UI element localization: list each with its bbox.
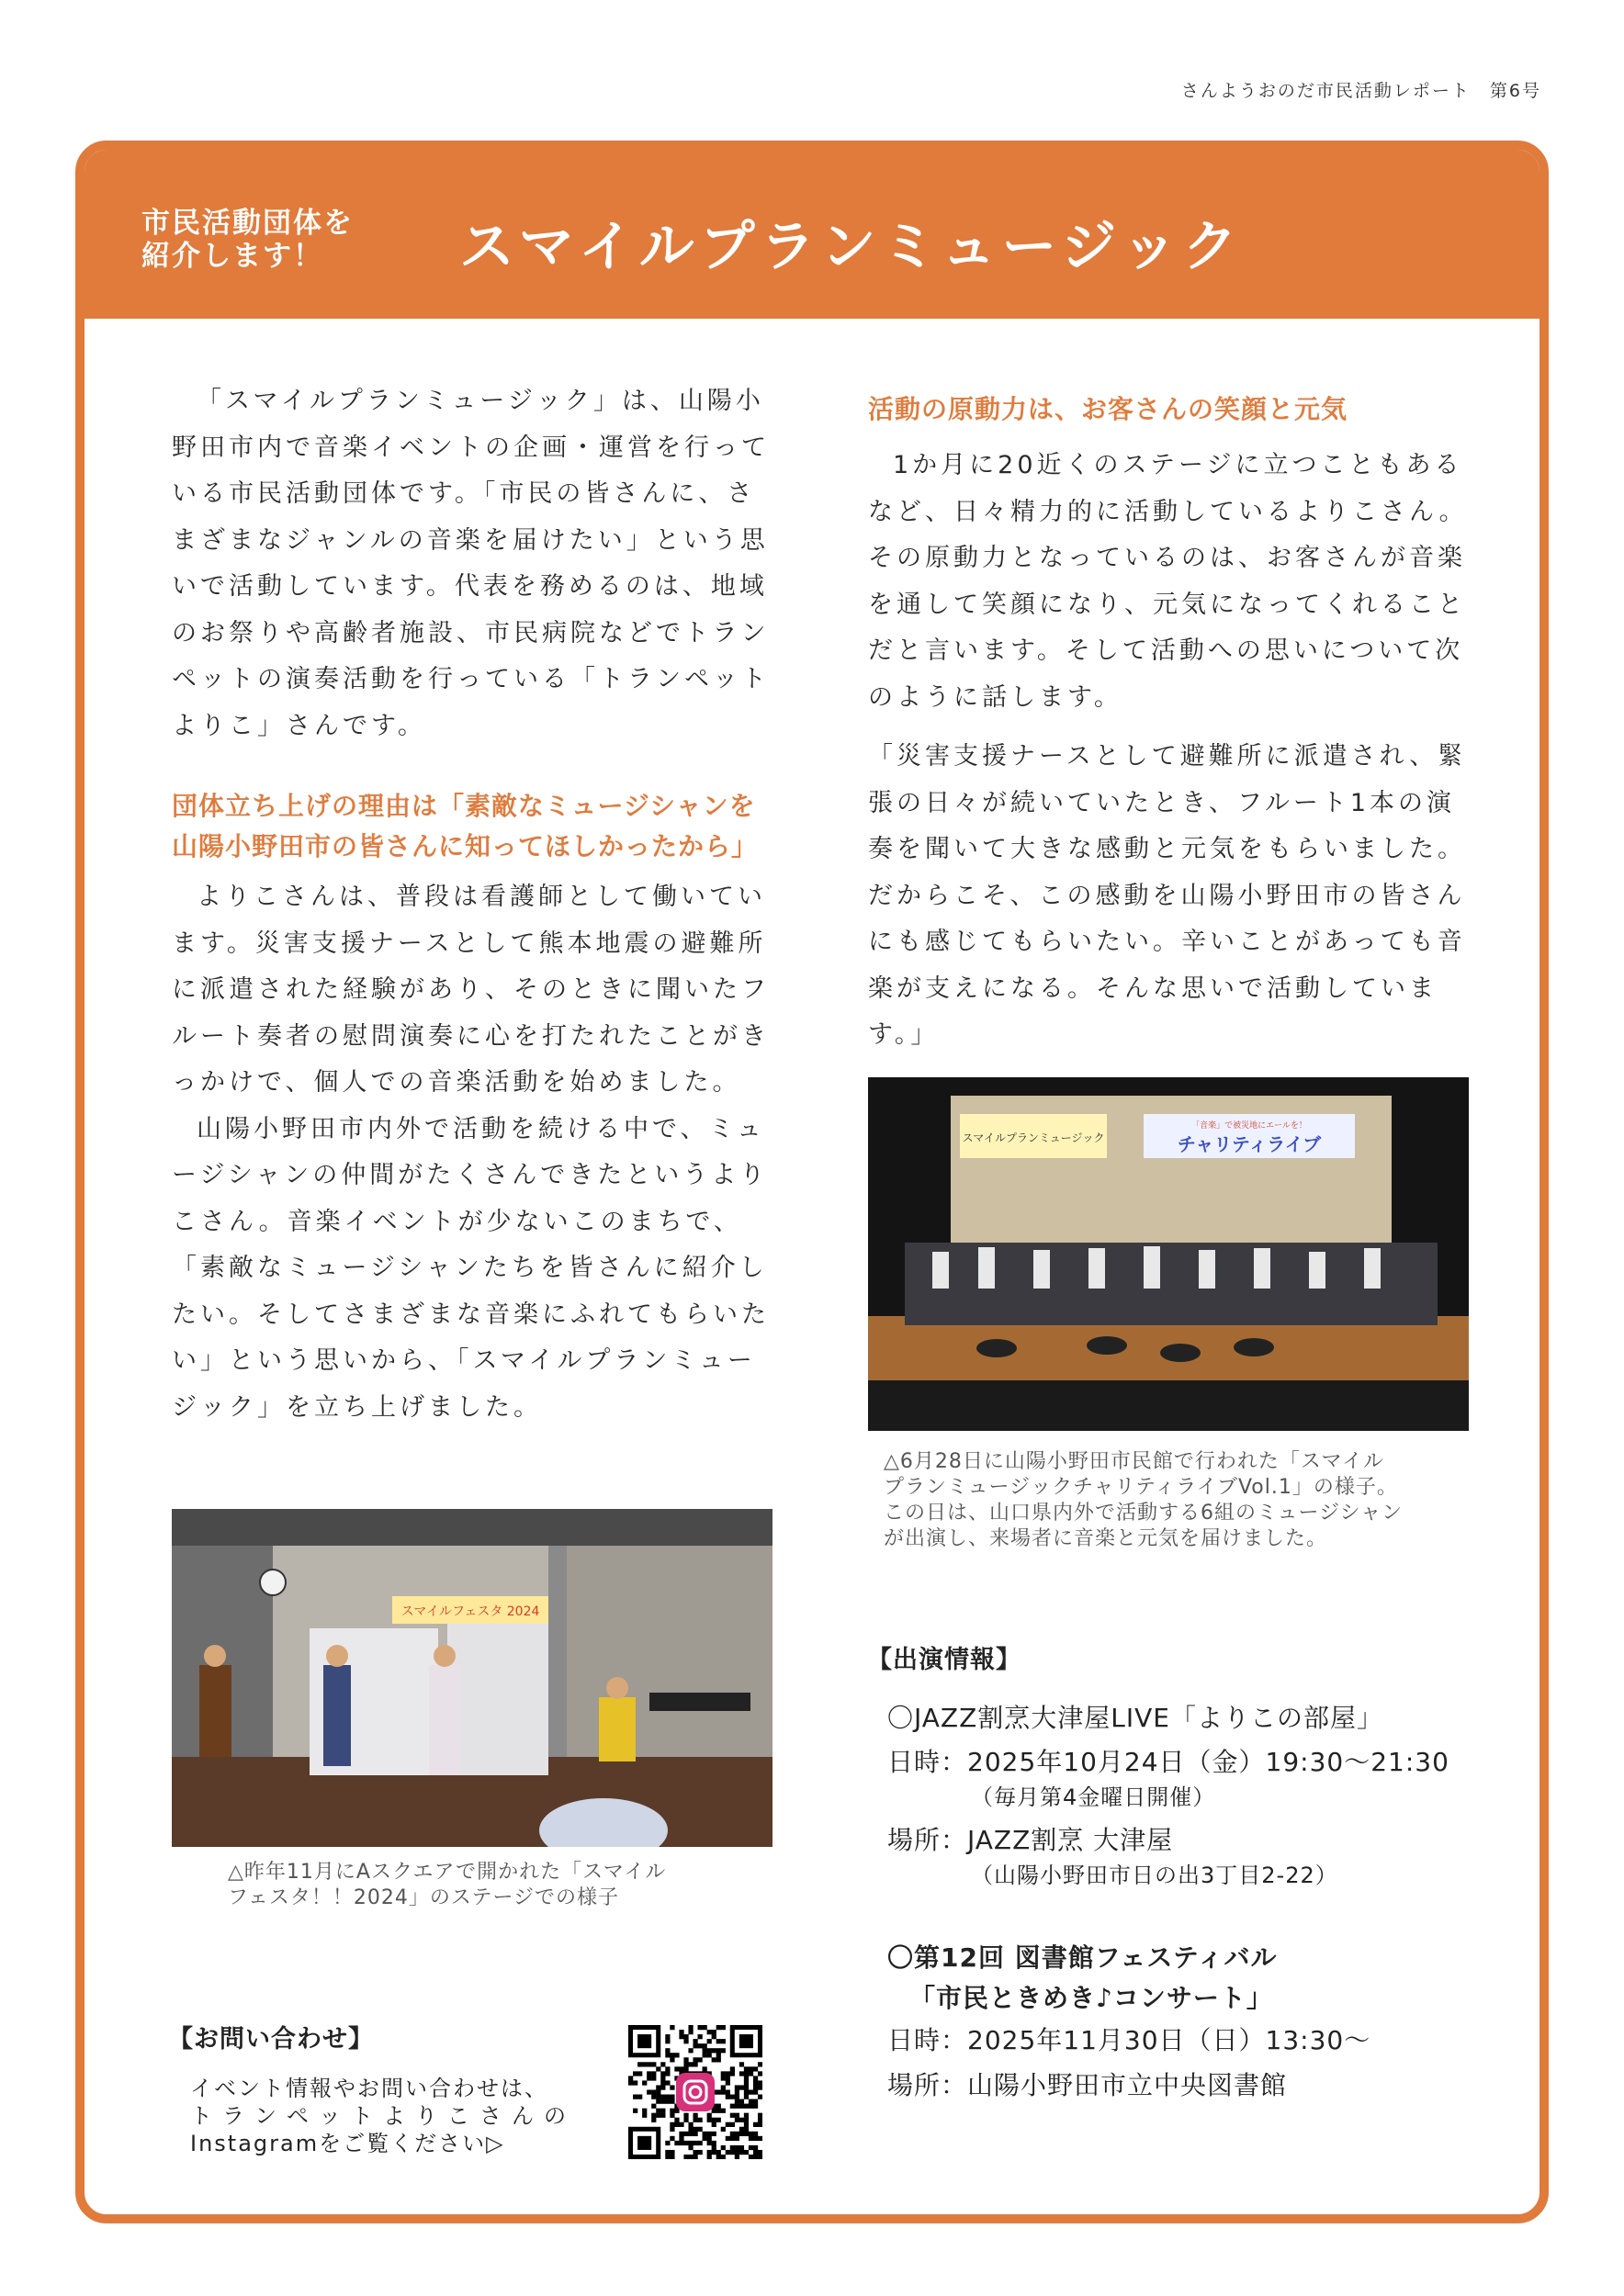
perf2-title-line2: 「市民ときめき♪コンサート」 bbox=[909, 1983, 1273, 2013]
intro-paragraph: 「スマイルプランミュージック」は、山陽小野田市内で音楽イベントの企画・運営を行っている市民活動団体です。「市民の皆さんに、さまざまなジャンルの音楽を届けたい」という思いで活動しています。代表を務めるのは、地域のお祭りや高齢者施設、市民病院などでトランペットの演奏活動を行っている「トランペットよりこ」さんです。 bbox=[172, 387, 770, 740]
caption-left-line2: フェスタ！！2024」のステージでの様子 bbox=[228, 1886, 620, 1909]
banner-kicker-line2: 紹介します！ bbox=[141, 240, 323, 273]
instagram-qr-code[interactable] bbox=[628, 2025, 762, 2159]
perf2-date: 日時：2025年11月30日（日）13:30～ bbox=[887, 2025, 1371, 2055]
subhead-reason-line1: 団体立ち上げの理由は「素敵なミュージシャンを bbox=[172, 791, 756, 821]
photo-charity-live bbox=[868, 1077, 1469, 1431]
contact-line3: Instagramをご覧ください▷ bbox=[190, 2131, 505, 2156]
running-head: さんようおのだ市民活動レポート 第6号 bbox=[1180, 81, 1541, 101]
qr-code-icon bbox=[628, 2025, 762, 2159]
paragraph-motivation: 1か月に20近くのステージに立つこともあるなど、日々精力的に活動しているよりこさん。その原動力となっているのは、お客さんが音楽を通して笑顔になり、元気になってくれることだと言います。そして活動への思いについて次のように話します。 bbox=[868, 451, 1468, 712]
photo-banner-text: スマイルフェスタ 2024 bbox=[400, 1604, 540, 1619]
caption-left-photo bbox=[228, 1860, 779, 1911]
subhead-reason-line2: 山陽小野田市の皆さんに知ってほしかったから」 bbox=[172, 831, 759, 861]
photo-charity-live-image bbox=[868, 1077, 1469, 1431]
caption-right-line2: プランミュージックチャリティライブVol.1」の様子。 bbox=[884, 1476, 1398, 1499]
perf2-title bbox=[887, 1938, 1278, 2019]
subhead-motivation: 活動の原動力は、お客さんの笑顔と元気 bbox=[868, 394, 1348, 424]
title-banner bbox=[85, 150, 1539, 319]
contact-line2: トランペットよりこさんの bbox=[190, 2103, 576, 2129]
quote-paragraph: 「災害支援ナースとして避難所に派遣され、緊張の日々が続いていたとき、フルート1本の演奏を聞いて大きな感動と元気をもらいました。だからこそ、この感動を山陽小野田市の皆さんにも感じてもらいたい。辛いことがあっても音楽が支えになる。そんな思いで活動しています。」 bbox=[868, 742, 1467, 1049]
perf2-title-line1: 〇第12回 図書館フェスティバル bbox=[887, 1942, 1278, 1973]
contact-text bbox=[190, 2075, 576, 2157]
photo-banner-small: 「音楽」で被災地にエールを！ bbox=[1191, 1121, 1307, 1131]
performance-heading: 【出演情報】 bbox=[867, 1646, 1021, 1674]
caption-right-photo bbox=[884, 1449, 1472, 1552]
perf1-date-note: （毎月第4金曜日開催） bbox=[971, 1784, 1216, 1810]
right-column bbox=[868, 389, 1476, 1059]
perf1-date: 日時：2025年10月24日（金）19:30～21:30 bbox=[887, 1747, 1449, 1777]
caption-left-line1: △昨年11月にAスクエアで開かれた「スマイル bbox=[228, 1861, 667, 1884]
perf1-place: 場所：JAZZ割烹 大津屋 bbox=[887, 1825, 1174, 1855]
photo-banner-right: チャリティライブ bbox=[1177, 1133, 1322, 1155]
perf2-place: 場所：山陽小野田市立中央図書館 bbox=[887, 2070, 1288, 2100]
caption-right-line3: この日は、山口県内外で活動する6組のミュージシャン bbox=[884, 1502, 1404, 1525]
paragraph-founding: 山陽小野田市内外で活動を続ける中で、ミュージシャンの仲間がたくさんできたというよりこさん。音楽イベントが少ないこのまちで、「素敵なミュージシャンたちを皆さんに紹介したい。そしてさまざまな音楽にふれてもらいたい」という思いから、「スマイルプランミュージック」を立ち上げました。 bbox=[172, 1114, 770, 1422]
caption-right-line4: が出演し、来場者に音楽と元気を届けました。 bbox=[884, 1527, 1328, 1550]
photo-banner-left: スマイルプランミュージック bbox=[962, 1131, 1105, 1144]
subhead-reason bbox=[172, 786, 778, 867]
left-column bbox=[172, 378, 778, 1431]
photo-smile-festa bbox=[172, 1509, 773, 1847]
paragraph-nurse: よりこさんは、普段は看護師として働いています。災害支援ナースとして熊本地震の避難所に派遣された経験があり、そのときに聞いたフルート奏者の慰問演奏に心を打たれたことがきっかけで、個人での音楽活動を始めました。 bbox=[172, 883, 770, 1097]
banner-kicker-line1: 市民活動団体を bbox=[141, 207, 354, 240]
perf1-title: 〇JAZZ割烹大津屋LIVE「よりこの部屋」 bbox=[887, 1703, 1383, 1733]
caption-right-line1: △6月28日に山陽小野田市民館で行われた「スマイル bbox=[884, 1450, 1385, 1473]
contact-heading: 【お問い合わせ】 bbox=[168, 2025, 374, 2054]
contact-line1: イベント情報やお問い合わせは、 bbox=[190, 2076, 548, 2101]
perf1-place-note: （山陽小野田市日の出3丁目2-22） bbox=[971, 1863, 1338, 1888]
banner-kicker bbox=[141, 207, 354, 273]
article-title: スマイルプランミュージック bbox=[459, 215, 1244, 279]
photo-smile-festa-image bbox=[172, 1509, 773, 1847]
